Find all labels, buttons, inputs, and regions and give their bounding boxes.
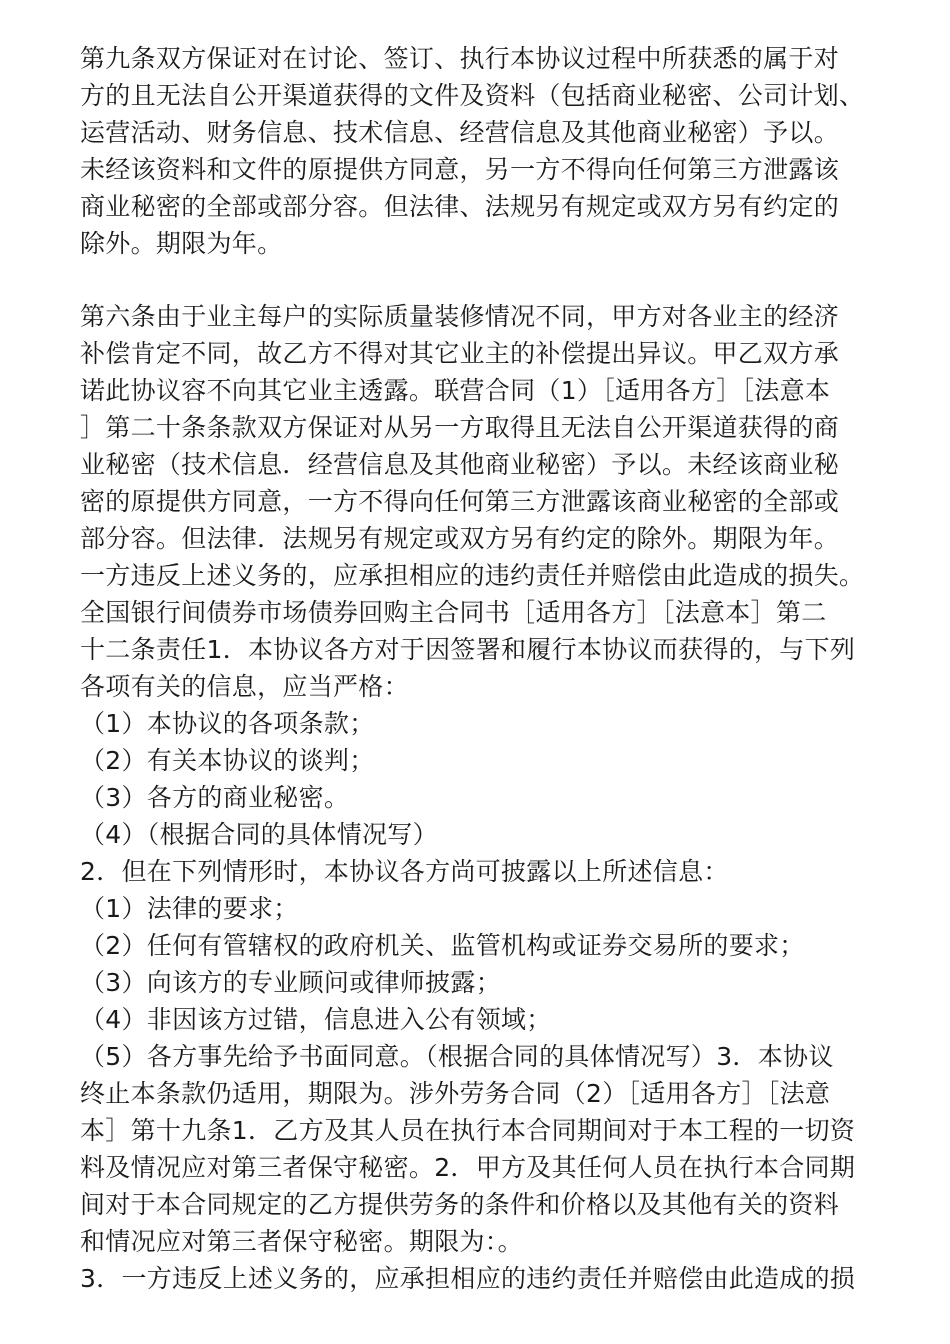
text-line: 料及情况应对第三者保守秘密。2．甲方及其任何人员在执行本合同期 bbox=[80, 1153, 856, 1182]
text-line: 本］第十九条1．乙方及其人员在执行本合同期间对于本工程的一切资 bbox=[80, 1116, 856, 1145]
text-line: 未经该资料和文件的原提供方同意，另一方不得向任何第三方泄露该 bbox=[80, 155, 840, 184]
text-line: 第九条双方保证对在讨论、签订、执行本协议过程中所获悉的属于对 bbox=[80, 44, 840, 73]
text-line: 和情况应对第三者保守秘密。期限为：。 bbox=[80, 1227, 523, 1256]
text-line: 3．一方违反上述义务的，应承担相应的违约责任并赔偿由此造成的损 bbox=[80, 1264, 856, 1293]
text-line: 部分容。但法律．法规另有规定或双方另有约定的除外。期限为年。 bbox=[80, 524, 840, 553]
text-line: ］第二十条条款双方保证对从另一方取得且无法自公开渠道获得的商 bbox=[80, 413, 840, 442]
text-line: 全国银行间债券市场债券回购主合同书［适用各方］［法意本］第二 bbox=[80, 598, 827, 627]
text-line: 一方违反上述义务的，应承担相应的违约责任并赔偿由此造成的损失。 bbox=[80, 561, 865, 590]
text-line: 除外。期限为年。 bbox=[80, 229, 283, 258]
text-line: （3）各方的商业秘密。 bbox=[80, 783, 350, 812]
text-line: 终止本条款仍适用，期限为。涉外劳务合同（2）［适用各方］［法意 bbox=[80, 1079, 831, 1108]
text-line: 补偿肯定不同，故乙方不得对其它业主的补偿提出异议。甲乙双方承 bbox=[80, 339, 840, 368]
text-line: 间对于本合同规定的乙方提供劳务的条件和价格以及其他有关的资料 bbox=[80, 1190, 840, 1219]
text-line: （5）各方事先给予书面同意。（根据合同的具体情况写）3．本协议 bbox=[80, 1042, 834, 1071]
text-line: 运营活动、财务信息、技术信息、经营信息及其他商业秘密）予以。 bbox=[80, 118, 840, 147]
text-line: 商业秘密的全部或部分容。但法律、法规另有规定或双方另有约定的 bbox=[80, 192, 840, 221]
text-line: 业秘密（技术信息．经营信息及其他商业秘密）予以。未经该商业秘 bbox=[80, 450, 840, 479]
text-line: （2）有关本协议的谈判； bbox=[80, 746, 375, 775]
text-line: 各项有关的信息，应当严格： bbox=[80, 672, 409, 701]
text-line: 方的且无法自公开渠道获得的文件及资料（包括商业秘密、公司计划、 bbox=[80, 81, 865, 110]
text-line: 2．但在下列情形时，本协议各方尚可披露以上所述信息： bbox=[80, 857, 729, 886]
text-line: 第六条由于业主每户的实际质量装修情况不同，甲方对各业主的经济 bbox=[80, 302, 840, 331]
text-line: （2）任何有管辖权的政府机关、监管机构或证券交易所的要求； bbox=[80, 931, 805, 960]
text-line: （4）非因该方过错，信息进入公有领域； bbox=[80, 1005, 552, 1034]
text-line: （1）法律的要求； bbox=[80, 894, 299, 923]
text-line: 诺此协议容不向其它业主透露。联营合同（1）［适用各方］［法意本 bbox=[80, 376, 831, 405]
text-line: 十二条责任1．本协议各方对于因签署和履行本协议而获得的，与下列 bbox=[80, 635, 856, 664]
text-line: （4）（根据合同的具体情况写） bbox=[80, 820, 438, 849]
text-line: （3）向该方的专业顾问或律师披露； bbox=[80, 968, 502, 997]
text-line: 密的原提供方同意，一方不得向任何第三方泄露该商业秘密的全部或 bbox=[80, 487, 840, 516]
text-line: （1）本协议的各项条款； bbox=[80, 709, 375, 738]
